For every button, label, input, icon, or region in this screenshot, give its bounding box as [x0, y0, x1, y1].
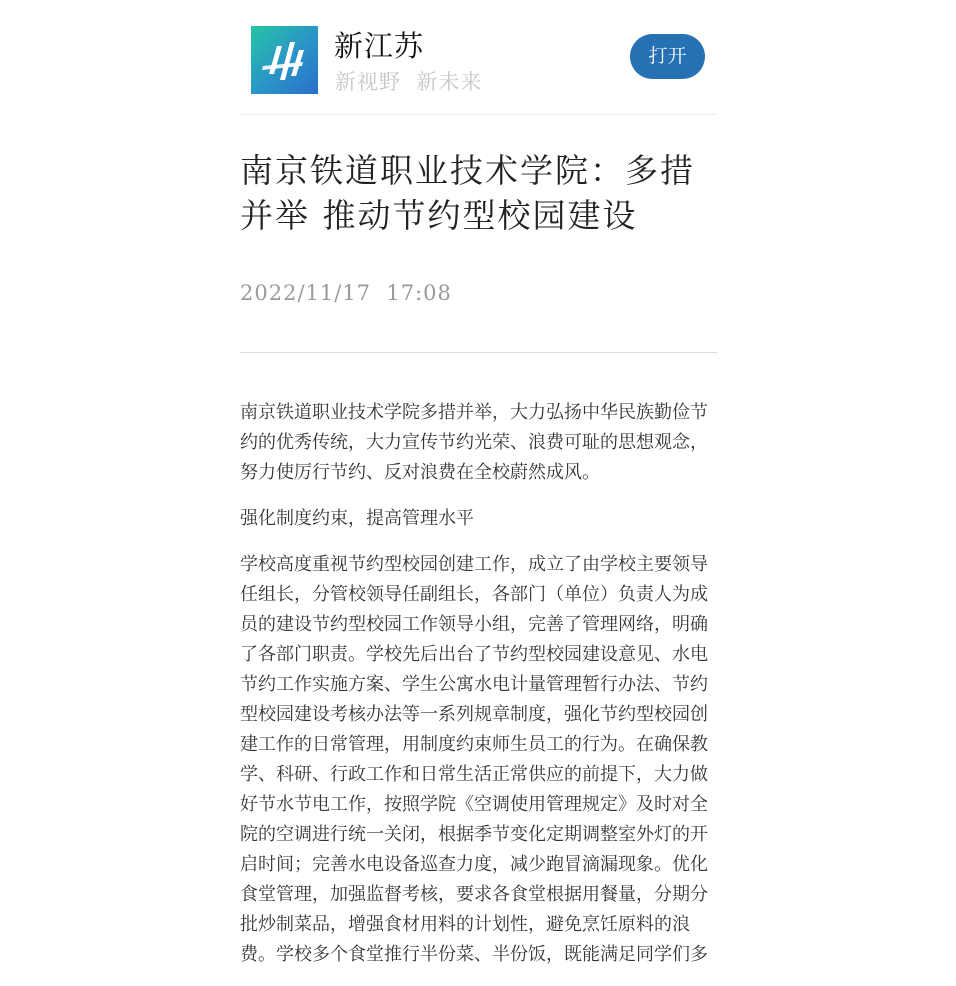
article-section-heading: 强化制度约束，提高管理水平 [240, 508, 474, 529]
article-title: 南京铁道职业技术学院：多措并举 推动节约型校园建设 [240, 151, 695, 235]
page-scrollbar[interactable] [948, 0, 956, 969]
xinjiangsu-logo-icon [251, 26, 318, 94]
article-body [240, 398, 717, 986]
article-page [240, 0, 717, 965]
article-paragraph-intro: 南京铁道职业技术学院多措并举，大力弘扬中华民族勤俭节约的优秀传统，大力宣传节约光荣、浪费可耻的思想观念，努力使厉行节约、反对浪费在全校蔚然成风。 [240, 402, 708, 483]
app-name: 新江苏 [334, 29, 425, 63]
app-slogan: 新视野 新未来 [335, 70, 483, 94]
open-app-button[interactable]: 打开 [630, 34, 705, 79]
title-divider [240, 352, 717, 353]
publish-time: 2022/11/17 17:08 [240, 281, 452, 305]
app-download-banner [240, 0, 717, 115]
article-paragraph-main: 学校高度重视节约型校园创建工作，成立了由学校主要领导任组长，分管校领导任副组长，各部门（单位）负责人为成员的建设节约型校园工作领导小组，完善了管理网络，明确了各部门职责。学校先后出台了节约型校园建设意见、水电节约工作实施方案、学生公寓水电计量管理暂行办法、节约型校园建设考核办法等一系列规章制度，强化节约型校园创建工作的日常管理，用制度约束师生员工的行为。在确保教学、科研、行政工作和日常生活正常供应的前提下，大力做好节水节电工作，按照学院《空调使用管理规定》及时对全院的空调进行统一关闭，根据季节变化定期调整室外灯的开启时间；完善水电设备巡查力度，减少跑冒滴漏现象。优化食堂管理，加强监督考核，要求各食堂根据用餐量，分期分批炒制菜品，增强食材用料的计划性，避免烹饪原料的浪费。学校多个食堂推行半份菜、半份饭，既能满足同学们多 [240, 554, 708, 965]
